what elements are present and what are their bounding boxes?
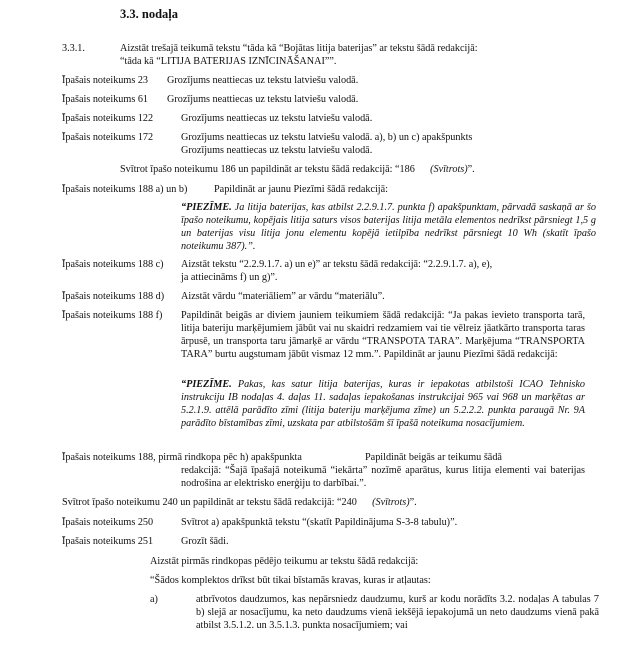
paragraph-text: Grozījums neattiecas uz tekstu latviešu valodā. (181, 145, 373, 156)
paragraph-text: Grozījums neattiecas uz tekstu latviešu valodā. (181, 113, 373, 124)
list-marker: a) (150, 594, 158, 605)
paragraph-text: Aizstāt pirmās rindkopas pēdējo teikumu ar tekstu šādā redakcijā: (150, 556, 419, 567)
paragraph-text: redakcijā: “Šajā īpašajā noteikumā “iekārta” nozīmē aparātus, kurus litija elementi vai baterijas nodrošina ar elektrisko enerģiju to darbībai.”. (181, 465, 585, 489)
paragraph-text: ja attiecināms f) un g)”. (181, 272, 278, 283)
note-label: “PIEZĪME. (181, 202, 232, 213)
note-text: Pakas, kas satur litija baterijas, kuras ir iepakotas atbilstoši ICAO Tehnisko instrukciju IB nodaļas 4. daļas 11. sadaļas iepakošanas instrukcijai 965 vai 968 un marķētas ar 5.2.1.9. attēlā parādīto zīmi (litija bateriju marķējuma zīme) un 5.2.2.2. punkta paraugā Nr. 9A parādīto bīstamības zīmi, uzskata par atbilstošām šī īpašā noteikuma nosacījumiem. (181, 379, 585, 429)
special-provision-label: Īpašais noteikums 188 d) (62, 291, 165, 302)
paragraph-text: Grozījums neattiecas uz tekstu latviešu valodā. (167, 94, 359, 105)
note-block (181, 378, 585, 430)
special-provision-label: Īpašais noteikums 23 (62, 75, 149, 86)
paragraph-text: Grozīt šādi. (181, 536, 229, 547)
delete-instruction: Svītrot īpašo noteikumu 186 un papildināt ar tekstu šādā redakcijā: “186 (120, 164, 415, 175)
paragraph-text: Grozījums neattiecas uz tekstu latviešu valodā. (167, 75, 359, 86)
paragraph-text: Aizstāt trešajā teikumā tekstu “tāda kā “Bojātas litija baterijas” ar tekstu šādā redakcijā: (120, 43, 478, 54)
paragraph-text: Svītrot a) apakšpunktā tekstu “(skatīt Papildinājuma S-3-8 tabulu)”. (181, 517, 458, 528)
special-provision-label: Īpašais noteikums 122 (62, 113, 154, 124)
section-title: 3.3. nodaļa (120, 7, 179, 21)
deleted-marker: (Svītrots) (372, 497, 410, 508)
deleted-marker: (Svītrots) (430, 164, 468, 175)
special-provision-label: Īpašais noteikums 188, pirmā rindkopa pēc h) apakšpunkta (62, 452, 302, 463)
paragraph-text: Aizstāt tekstu “2.2.9.1.7. a) un e)” ar tekstu šādā redakcijā: “2.2.9.1.7. a), e), (181, 259, 493, 270)
paragraph-text (120, 163, 475, 176)
paragraph-text (62, 496, 417, 509)
special-provision-label: Īpašais noteikums 250 (62, 517, 154, 528)
paragraph-text: Papildināt beigās ar teikumu šādā (365, 452, 502, 463)
paragraph-text: Papildināt beigās ar diviem jauniem teikumiem šādā redakcijā: “Ja pakas ievieto transporta tarā, litija bateriju marķējumiem jābūt vai nu skaidri redzamiem vai tie vēlreiz jāatkārto transporta taras ārpusē, un transporta taru jāmarķē ar vārdu “TRANSPOTA TARA”. Marķējuma “TRANSPORTA TARA” burtu augstumam jābūt vismaz 12 mm.”. Papildināt ar jaunu Piezīmi šādā redakcijā: (181, 310, 585, 360)
paragraph-text: Grozījums neattiecas uz tekstu latviešu valodā. a), b) un c) apakšpunkts (181, 132, 473, 143)
paragraph-text: “Šādos komplektos drīkst būt tikai bīstamās kravas, kuras ir atļautas: (150, 575, 431, 586)
delete-instruction: Svītrot īpašo noteikumu 240 un papildināt ar tekstu šādā redakcijā: “240 (62, 497, 357, 508)
special-provision-label: Īpašais noteikums 188 f) (62, 310, 163, 321)
item-number: 3.3.1. (62, 43, 85, 54)
special-provision-label: Īpašais noteikums 172 (62, 132, 154, 143)
list-item-text: atbrīvotos daudzumos, kas nepārsniedz daudzumu, kurš ar kodu norādīts 3.2. nodaļas A tabulas 7 b) slejā ar nosacījumu, ka neto daudzums vienā iekšējā iepakojumā un neto daudzums vienā pakā atbilst 3.5.1.2. un 3.5.1.3. punkta nosacījumiem; vai (196, 594, 599, 631)
closing-quote: ”. (467, 164, 475, 175)
note-text: Ja litija baterijas, kas atbilst 2.2.9.1.7. punkta f) apakšpunktam, pārvadā saskaņā ar šo īpašo noteikumu, kopējais litija saturs visos baterijas litija metāla elementos nedrīkst pārsniegt 1,5 g un baterijas visu litija jonu elementu kopējā ietilpība nedrīkst pārsniegt 10 Wh (skatīt īpašo noteikumu 387).”. (181, 202, 596, 252)
note-block (181, 201, 596, 253)
special-provision-label: Īpašais noteikums 251 (62, 536, 154, 547)
paragraph-text: Papildināt ar jaunu Piezīmi šādā redakcijā: (214, 184, 388, 195)
note-label: “PIEZĪME. (181, 379, 232, 390)
special-provision-label: Īpašais noteikums 188 c) (62, 259, 164, 270)
special-provision-label: Īpašais noteikums 188 a) un b) (62, 184, 188, 195)
paragraph-text: “tāda kā “LITIJA BATERIJAS IZNĪCINĀŠANAI””. (120, 56, 337, 67)
paragraph-text: Aizstāt vārdu “materiāliem” ar vārdu “materiālu”. (181, 291, 385, 302)
special-provision-label: Īpašais noteikums 61 (62, 94, 149, 105)
closing-quote: ”. (409, 497, 417, 508)
